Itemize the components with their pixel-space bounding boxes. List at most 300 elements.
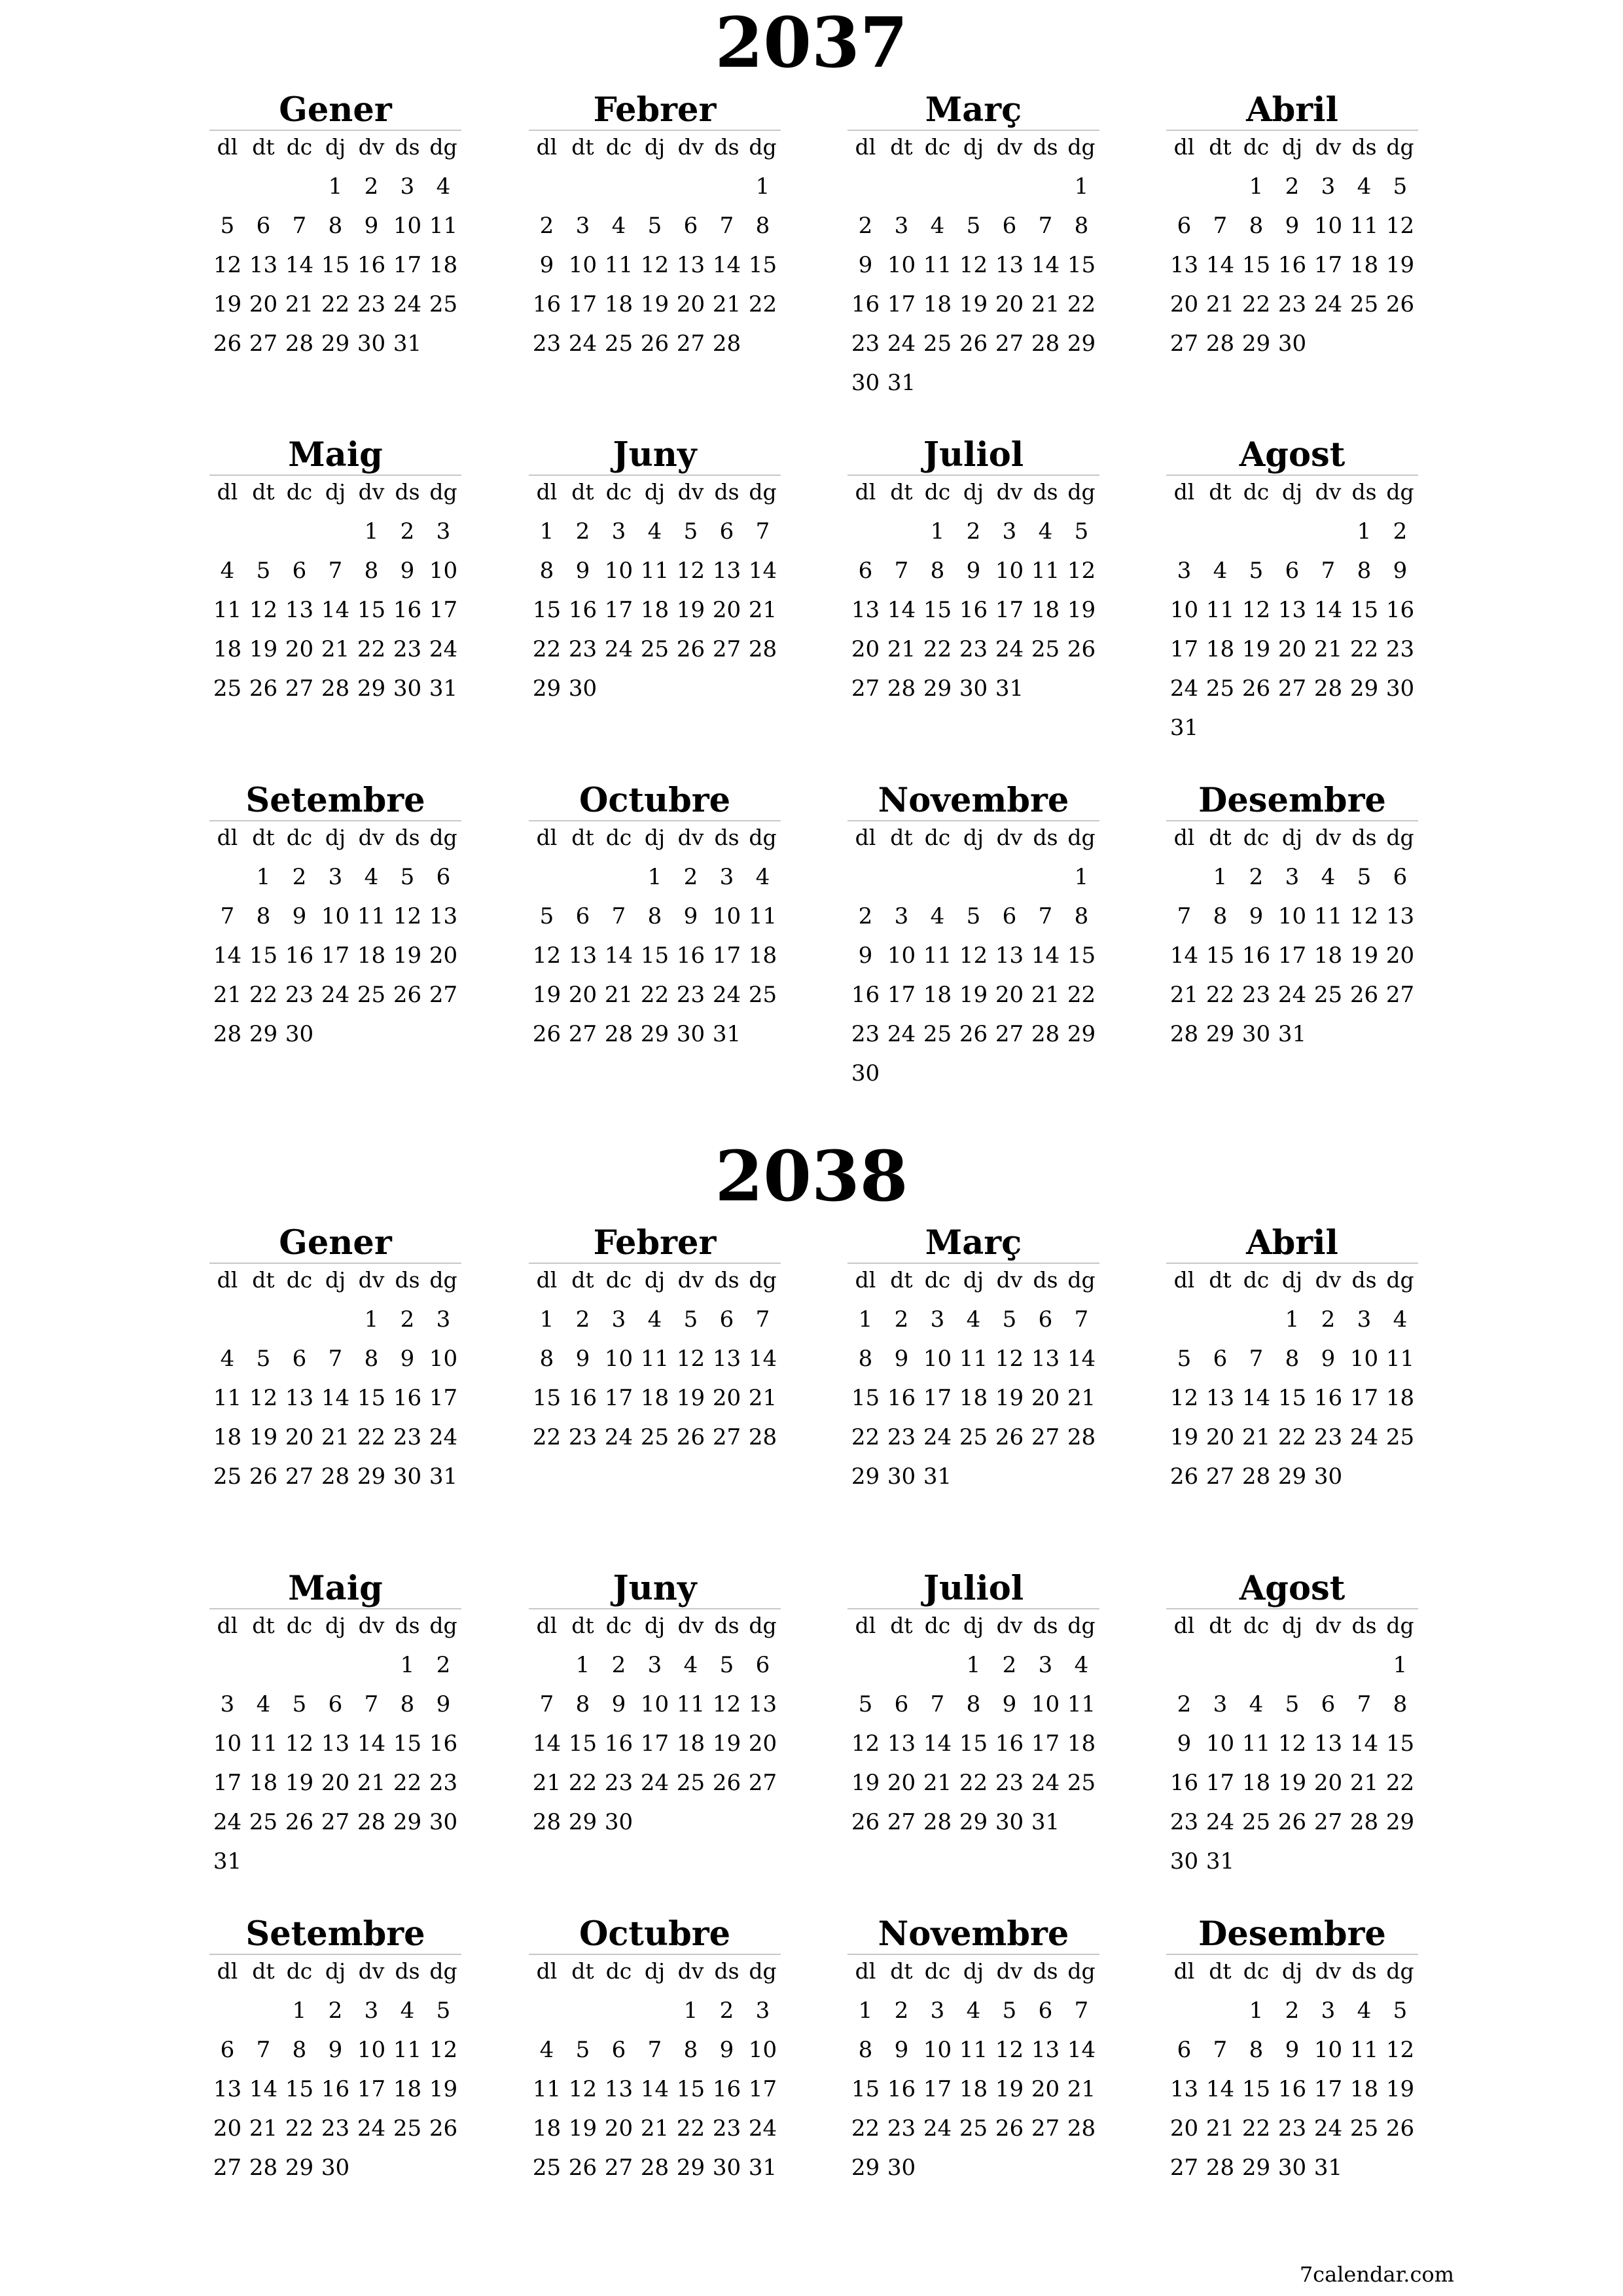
weekday-header: dt <box>571 479 594 505</box>
day-cell: 7 <box>292 213 307 239</box>
weekday-header: dj <box>325 1267 346 1293</box>
day-cell: 15 <box>640 942 669 969</box>
weekday-header: dc <box>286 825 313 850</box>
weekday-header: dg <box>429 1613 457 1638</box>
day-cell: 14 <box>887 597 916 623</box>
month-name: Octubre <box>529 781 781 821</box>
day-cell: 5 <box>1357 864 1372 890</box>
month-2038-6 <box>529 1569 781 1842</box>
day-cell: 13 <box>321 1731 350 1757</box>
day-cell: 5 <box>400 864 415 890</box>
day-cell: 26 <box>676 1424 705 1450</box>
empty-cell <box>281 167 317 206</box>
weekday-header: dt <box>252 134 275 160</box>
day-cell: 10 <box>213 1731 242 1757</box>
day-cell: 22 <box>1067 291 1096 317</box>
day-cell: 29 <box>532 675 562 702</box>
day-cell: 20 <box>995 982 1024 1008</box>
day-cell: 22 <box>321 291 350 317</box>
day-cell: 12 <box>640 252 669 278</box>
day-cell: 31 <box>429 1463 458 1490</box>
day-cell: 27 <box>995 1021 1024 1047</box>
day-cell: 15 <box>1277 1385 1307 1411</box>
day-cell: 17 <box>604 597 633 623</box>
weekday-header: dl <box>855 1958 876 1984</box>
day-cell: 17 <box>213 1770 242 1796</box>
day-cell: 11 <box>604 252 633 278</box>
day-cell: 31 <box>393 331 422 357</box>
day-cell: 15 <box>923 597 952 623</box>
weekday-header: ds <box>395 1267 420 1293</box>
day-cell: 9 <box>894 2037 909 2063</box>
day-cell: 20 <box>1313 1770 1343 1796</box>
weekday-header: dt <box>890 479 913 505</box>
day-cell: 3 <box>719 864 734 890</box>
day-cell: 1 <box>400 1652 415 1678</box>
day-cell: 26 <box>959 331 988 357</box>
day-cell: 2 <box>1285 1998 1300 2024</box>
weekday-header: dt <box>252 1613 275 1638</box>
month-name: Juny <box>529 1569 781 1609</box>
day-cell: 3 <box>611 518 626 545</box>
day-cell: 26 <box>213 331 242 357</box>
day-cell: 6 <box>292 1346 307 1372</box>
day-cell: 11 <box>429 213 458 239</box>
day-cell: 15 <box>1205 942 1235 969</box>
weekday-header: dl <box>855 1613 876 1638</box>
day-cell: 12 <box>1349 903 1379 929</box>
day-cell: 7 <box>220 903 235 929</box>
weekday-header: dt <box>890 1958 913 1984</box>
empty-cell <box>847 857 883 897</box>
day-cell: 12 <box>249 1385 278 1411</box>
day-cell: 27 <box>748 1770 777 1796</box>
weekday-header: dg <box>1386 825 1414 850</box>
day-cell: 29 <box>249 1021 278 1047</box>
day-cell: 16 <box>285 942 314 969</box>
day-cell: 6 <box>719 518 734 545</box>
day-grid <box>209 476 461 708</box>
day-cell: 4 <box>966 1998 981 2024</box>
day-cell: 12 <box>676 1346 705 1372</box>
day-cell: 13 <box>1385 903 1415 929</box>
day-cell: 3 <box>328 864 343 890</box>
day-cell: 2 <box>1285 173 1300 200</box>
empty-cell <box>317 512 353 551</box>
day-cell: 26 <box>1169 1463 1199 1490</box>
weekday-header: dv <box>677 825 704 850</box>
day-cell: 20 <box>213 2115 242 2142</box>
day-cell: 16 <box>1277 252 1307 278</box>
weekday-header: dg <box>429 134 457 160</box>
day-cell: 17 <box>887 291 916 317</box>
day-cell: 11 <box>1067 1691 1096 1717</box>
day-cell: 2 <box>400 518 415 545</box>
weekday-header: dl <box>1173 479 1195 505</box>
day-cell: 19 <box>393 942 422 969</box>
weekday-header: ds <box>395 1958 420 1984</box>
day-cell: 9 <box>966 558 981 584</box>
day-cell: 22 <box>1277 1424 1307 1450</box>
day-cell: 7 <box>1213 213 1228 239</box>
day-cell: 25 <box>959 1424 988 1450</box>
day-cell: 2 <box>611 1652 626 1678</box>
day-cell: 20 <box>995 291 1024 317</box>
day-cell: 24 <box>357 2115 386 2142</box>
day-cell: 18 <box>1067 1731 1096 1757</box>
day-cell: 23 <box>887 1424 916 1450</box>
day-cell: 29 <box>1205 1021 1235 1047</box>
empty-cell <box>847 167 883 206</box>
empty-cell <box>353 1645 389 1685</box>
day-cell: 25 <box>959 2115 988 2142</box>
month-name: Gener <box>209 1223 461 1264</box>
day-cell: 29 <box>1067 1021 1096 1047</box>
day-cell: 8 <box>575 1691 590 1717</box>
day-cell: 30 <box>285 1021 314 1047</box>
day-cell: 15 <box>851 2076 880 2102</box>
day-cell: 6 <box>256 213 271 239</box>
empty-cell <box>1238 1300 1274 1339</box>
day-cell: 27 <box>604 2155 633 2181</box>
day-cell: 30 <box>1277 2155 1307 2181</box>
month-name: Agost <box>1166 1569 1418 1609</box>
day-cell: 10 <box>429 558 458 584</box>
day-cell: 8 <box>364 1346 379 1372</box>
weekday-header: ds <box>1351 479 1377 505</box>
weekday-header: dj <box>325 479 346 505</box>
day-cell: 21 <box>923 1770 952 1796</box>
day-cell: 4 <box>539 2037 554 2063</box>
empty-cell <box>919 167 955 206</box>
day-cell: 13 <box>887 1731 916 1757</box>
day-cell: 17 <box>1205 1770 1235 1796</box>
day-cell: 19 <box>1385 252 1415 278</box>
weekday-header: dj <box>1281 479 1303 505</box>
day-cell: 30 <box>1241 1021 1271 1047</box>
day-cell: 3 <box>1285 864 1300 890</box>
day-cell: 21 <box>604 982 633 1008</box>
day-cell: 13 <box>1031 1346 1060 1372</box>
weekday-header: dg <box>749 1958 777 1984</box>
day-cell: 17 <box>1031 1731 1060 1757</box>
day-cell: 7 <box>930 1691 945 1717</box>
day-cell: 21 <box>887 636 916 662</box>
day-cell: 18 <box>1031 597 1060 623</box>
weekday-header: dv <box>996 1267 1023 1293</box>
month-2038-1 <box>209 1223 461 1496</box>
day-cell: 22 <box>532 636 562 662</box>
day-cell: 14 <box>321 597 350 623</box>
day-cell: 26 <box>995 1424 1024 1450</box>
weekday-header: dg <box>749 825 777 850</box>
weekday-header: dt <box>1209 825 1232 850</box>
day-cell: 5 <box>1177 1346 1192 1372</box>
day-cell: 21 <box>532 1770 562 1796</box>
day-cell: 17 <box>995 597 1024 623</box>
day-cell: 19 <box>676 597 705 623</box>
day-cell: 29 <box>959 1809 988 1835</box>
day-cell: 29 <box>1385 1809 1415 1835</box>
month-2038-12 <box>1166 1914 1418 2187</box>
day-cell: 5 <box>719 1652 734 1678</box>
weekday-header: dc <box>1243 1613 1270 1638</box>
day-cell: 29 <box>640 1021 669 1047</box>
weekday-header: ds <box>1351 134 1377 160</box>
day-cell: 11 <box>748 903 777 929</box>
empty-cell <box>1202 1645 1238 1685</box>
month-name: Gener <box>209 90 461 131</box>
day-cell: 5 <box>683 518 698 545</box>
day-grid <box>1166 1609 1418 1881</box>
weekday-header: dl <box>1173 1613 1195 1638</box>
day-cell: 11 <box>923 942 952 969</box>
day-cell: 22 <box>249 982 278 1008</box>
day-cell: 9 <box>436 1691 451 1717</box>
day-cell: 11 <box>959 2037 988 2063</box>
day-cell: 15 <box>1349 597 1379 623</box>
day-cell: 7 <box>755 518 770 545</box>
day-cell: 11 <box>676 1691 705 1717</box>
day-cell: 3 <box>436 1306 451 1333</box>
weekday-header: dj <box>325 1958 346 1984</box>
day-cell: 16 <box>393 597 422 623</box>
day-cell: 14 <box>1067 1346 1096 1372</box>
weekday-header: dl <box>217 1267 238 1293</box>
day-cell: 10 <box>1349 1346 1379 1372</box>
day-cell: 13 <box>604 2076 633 2102</box>
day-cell: 7 <box>755 1306 770 1333</box>
weekday-header: ds <box>1033 825 1058 850</box>
day-cell: 1 <box>328 173 343 200</box>
day-cell: 30 <box>995 1809 1024 1835</box>
day-cell: 11 <box>923 252 952 278</box>
day-cell: 21 <box>1031 982 1060 1008</box>
day-cell: 28 <box>1313 675 1343 702</box>
empty-cell <box>245 1300 281 1339</box>
day-cell: 4 <box>436 173 451 200</box>
day-cell: 21 <box>213 982 242 1008</box>
day-cell: 30 <box>1169 1848 1199 1874</box>
day-cell: 2 <box>575 1306 590 1333</box>
weekday-header: dg <box>1386 1613 1414 1638</box>
day-cell: 18 <box>1241 1770 1271 1796</box>
day-cell: 3 <box>894 903 909 929</box>
day-cell: 14 <box>321 1385 350 1411</box>
day-cell: 6 <box>611 2037 626 2063</box>
day-cell: 24 <box>887 331 916 357</box>
day-cell: 8 <box>1357 558 1372 584</box>
weekday-header: dl <box>855 1267 876 1293</box>
day-cell: 27 <box>1169 2155 1199 2181</box>
day-cell: 30 <box>1385 675 1415 702</box>
day-cell: 4 <box>1038 518 1053 545</box>
day-cell: 10 <box>923 1346 952 1372</box>
day-cell: 21 <box>285 291 314 317</box>
weekday-header: dv <box>677 134 704 160</box>
day-cell: 3 <box>1038 1652 1053 1678</box>
day-grid <box>847 1955 1099 2187</box>
day-cell: 26 <box>712 1770 741 1796</box>
weekday-header: dc <box>1243 479 1270 505</box>
day-grid <box>847 1264 1099 1496</box>
day-cell: 19 <box>1241 636 1271 662</box>
day-cell: 2 <box>719 1998 734 2024</box>
empty-cell <box>847 512 883 551</box>
weekday-header: dv <box>1315 1267 1342 1293</box>
day-cell: 21 <box>321 636 350 662</box>
day-cell: 24 <box>923 1424 952 1450</box>
day-cell: 30 <box>676 1021 705 1047</box>
day-cell: 17 <box>748 2076 777 2102</box>
day-grid <box>1166 821 1418 1054</box>
day-cell: 6 <box>1213 1346 1228 1372</box>
day-cell: 15 <box>959 1731 988 1757</box>
month-name: Maig <box>209 1569 461 1609</box>
empty-cell <box>601 857 637 897</box>
weekday-header: dg <box>1067 1267 1096 1293</box>
weekday-header: dv <box>996 1613 1023 1638</box>
weekday-header: dc <box>924 825 951 850</box>
weekday-header: dj <box>963 1267 984 1293</box>
weekday-header: ds <box>395 1613 420 1638</box>
day-cell: 13 <box>995 252 1024 278</box>
weekday-header: ds <box>395 134 420 160</box>
day-cell: 31 <box>1313 2155 1343 2181</box>
weekday-header: ds <box>714 825 740 850</box>
day-grid <box>529 131 781 363</box>
day-cell: 23 <box>851 1021 880 1047</box>
day-cell: 5 <box>220 213 235 239</box>
day-cell: 16 <box>604 1731 633 1757</box>
day-cell: 31 <box>887 370 916 396</box>
empty-cell <box>637 167 673 206</box>
day-cell: 7 <box>1321 558 1336 584</box>
day-cell: 11 <box>1385 1346 1415 1372</box>
day-cell: 19 <box>1277 1770 1307 1796</box>
day-cell: 8 <box>1074 903 1089 929</box>
day-cell: 17 <box>923 1385 952 1411</box>
day-cell: 16 <box>959 597 988 623</box>
day-cell: 3 <box>611 1306 626 1333</box>
day-cell: 26 <box>429 2115 458 2142</box>
day-cell: 30 <box>851 1060 880 1086</box>
day-cell: 2 <box>894 1306 909 1333</box>
weekday-header: dt <box>252 1267 275 1293</box>
weekday-header: dg <box>1067 1958 1096 1984</box>
weekday-header: ds <box>1351 1613 1377 1638</box>
day-cell: 10 <box>1031 1691 1060 1717</box>
day-cell: 21 <box>1205 291 1235 317</box>
day-cell: 24 <box>604 636 633 662</box>
day-cell: 19 <box>429 2076 458 2102</box>
day-cell: 4 <box>1357 173 1372 200</box>
day-cell: 15 <box>1241 252 1271 278</box>
day-cell: 23 <box>1169 1809 1199 1835</box>
day-cell: 20 <box>851 636 880 662</box>
day-grid <box>529 1955 781 2187</box>
day-cell: 2 <box>539 213 554 239</box>
day-cell: 25 <box>1067 1770 1096 1796</box>
day-cell: 21 <box>748 1385 777 1411</box>
empty-cell <box>1202 1300 1238 1339</box>
day-cell: 12 <box>213 252 242 278</box>
day-cell: 5 <box>256 1346 271 1372</box>
day-cell: 20 <box>604 2115 633 2142</box>
month-2037-3 <box>847 90 1099 403</box>
day-cell: 6 <box>1038 1306 1053 1333</box>
day-cell: 16 <box>1169 1770 1199 1796</box>
day-cell: 29 <box>321 331 350 357</box>
day-cell: 28 <box>532 1809 562 1835</box>
day-cell: 22 <box>1241 291 1271 317</box>
day-cell: 4 <box>220 1346 235 1372</box>
day-cell: 24 <box>1169 675 1199 702</box>
empty-cell <box>637 1991 673 2030</box>
day-cell: 6 <box>436 864 451 890</box>
day-cell: 23 <box>887 2115 916 2142</box>
day-cell: 27 <box>887 1809 916 1835</box>
day-cell: 14 <box>1241 1385 1271 1411</box>
day-cell: 6 <box>328 1691 343 1717</box>
day-cell: 9 <box>858 252 873 278</box>
weekday-header: dg <box>1067 1613 1096 1638</box>
day-cell: 10 <box>1313 2037 1343 2063</box>
day-cell: 15 <box>851 1385 880 1411</box>
day-grid <box>529 821 781 1054</box>
day-cell: 29 <box>393 1809 422 1835</box>
day-cell: 27 <box>285 1463 314 1490</box>
day-cell: 15 <box>1385 1731 1415 1757</box>
weekday-header: ds <box>1033 1958 1058 1984</box>
month-2037-8 <box>1166 435 1418 747</box>
day-cell: 17 <box>1277 942 1307 969</box>
day-grid <box>529 1609 781 1842</box>
day-cell: 23 <box>995 1770 1024 1796</box>
day-cell: 19 <box>995 1385 1024 1411</box>
day-cell: 10 <box>887 942 916 969</box>
day-cell: 15 <box>1067 252 1096 278</box>
day-cell: 6 <box>1393 864 1408 890</box>
empty-cell <box>601 1991 637 2030</box>
day-cell: 13 <box>712 558 741 584</box>
day-cell: 18 <box>923 982 952 1008</box>
weekday-header: dv <box>996 479 1023 505</box>
weekday-header: dt <box>571 825 594 850</box>
day-cell: 12 <box>1067 558 1096 584</box>
day-cell: 22 <box>923 636 952 662</box>
day-cell: 1 <box>539 1306 554 1333</box>
month-2037-12 <box>1166 781 1418 1054</box>
weekday-header: dl <box>1173 825 1195 850</box>
weekday-header: dj <box>1281 1613 1303 1638</box>
month-name: Agost <box>1166 435 1418 476</box>
day-cell: 11 <box>357 903 386 929</box>
month-2038-5 <box>209 1569 461 1881</box>
day-cell: 23 <box>712 2115 741 2142</box>
day-cell: 3 <box>647 1652 662 1678</box>
day-cell: 23 <box>429 1770 458 1796</box>
day-cell: 27 <box>1205 1463 1235 1490</box>
day-cell: 10 <box>604 558 633 584</box>
day-cell: 11 <box>532 2076 562 2102</box>
weekday-header: dj <box>963 1958 984 1984</box>
day-cell: 12 <box>1277 1731 1307 1757</box>
day-cell: 3 <box>575 213 590 239</box>
day-cell: 10 <box>923 2037 952 2063</box>
day-cell: 20 <box>676 291 705 317</box>
day-cell: 20 <box>887 1770 916 1796</box>
